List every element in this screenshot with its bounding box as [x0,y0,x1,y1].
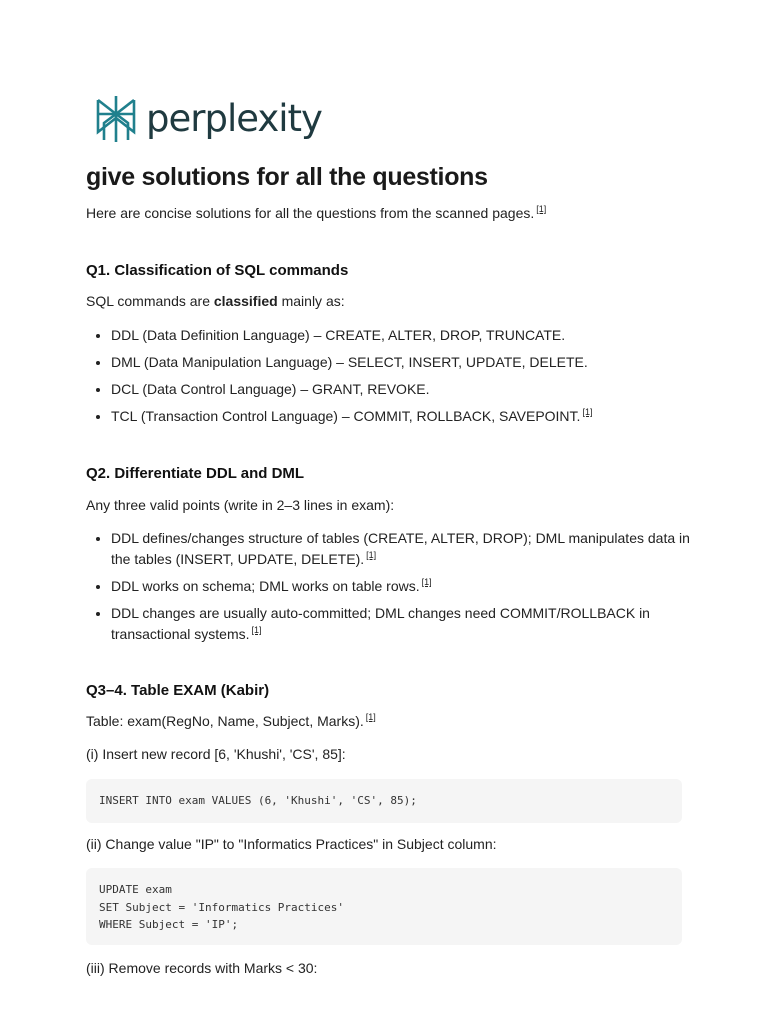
citation-link[interactable]: [1] [582,407,593,417]
list-item [111,406,711,427]
list-item-text: TCL (Transaction Control Language) – COMMIT, ROLLBACK, SAVEPOINT. [111,408,581,424]
q3-part-ii: (ii) Change value "IP" to "Informatics Practices" in Subject column: [86,836,497,852]
list-item [111,576,711,597]
list-item-text: DDL defines/changes structure of tables (CREATE, ALTER, DROP); DML manipulates data in the tables (INSERT, UPDATE, DELETE). [111,530,690,567]
q2-heading: Q2. Differentiate DDL and DML [86,465,305,482]
citation-link[interactable]: [1] [421,577,432,587]
q1-lead-bold: classified [213,293,278,309]
citation-link[interactable]: [1] [251,625,262,635]
q1-lead [86,291,345,311]
code-block-update: UPDATE exam SET Subject = 'Informatics Practices' WHERE Subject = 'IP'; [86,868,682,945]
list-item-text: DCL (Data Control Language) – GRANT, REVOKE. [111,381,430,397]
list-item-text: DDL changes are usually auto-committed; DML changes need COMMIT/ROLLBACK in transactional systems. [111,605,650,642]
citation-link[interactable]: [1] [366,550,377,560]
q3-heading: Q3–4. Table EXAM (Kabir) [86,682,270,699]
perplexity-wordmark: perplexity [146,97,322,140]
list-item [111,325,711,346]
q3-table-text: Table: exam(RegNo, Name, Subject, Marks). [86,713,364,729]
q1-list [86,325,711,427]
citation-link[interactable]: [1] [365,712,376,722]
q3-part-i: (i) Insert new record [6, 'Khushi', 'CS', 85]: [86,746,346,762]
q2-lead: Any three valid points (write in 2–3 lines in exam): [86,497,395,513]
list-item [111,379,711,400]
intro-text: Here are concise solutions for all the questions from the scanned pages. [86,205,535,221]
list-item [111,352,711,373]
list-item-text: DDL (Data Definition Language) – CREATE, ALTER, DROP, TRUNCATE. [111,327,566,343]
list-item-text: DDL works on schema; DML works on table rows. [111,578,420,594]
intro-paragraph [86,203,546,223]
page-title: give solutions for all the questions [86,163,488,191]
citation-link[interactable]: [1] [536,204,547,214]
list-item [111,603,711,645]
q1-heading: Q1. Classification of SQL commands [86,262,349,279]
code-block-insert: INSERT INTO exam VALUES (6, 'Khushi', 'CS', 85); [86,779,682,823]
q1-lead-text: SQL commands are [86,293,214,309]
q3-table-line [86,711,376,731]
perplexity-logo [95,94,322,144]
list-item-text: DML (Data Manipulation Language) – SELECT, INSERT, UPDATE, DELETE. [111,354,588,370]
list-item [111,528,711,570]
q2-list [86,528,711,645]
q1-lead-text-end: mainly as: [277,293,345,309]
perplexity-logo-icon [95,94,137,144]
q3-part-iii: (iii) Remove records with Marks < 30: [86,960,318,976]
